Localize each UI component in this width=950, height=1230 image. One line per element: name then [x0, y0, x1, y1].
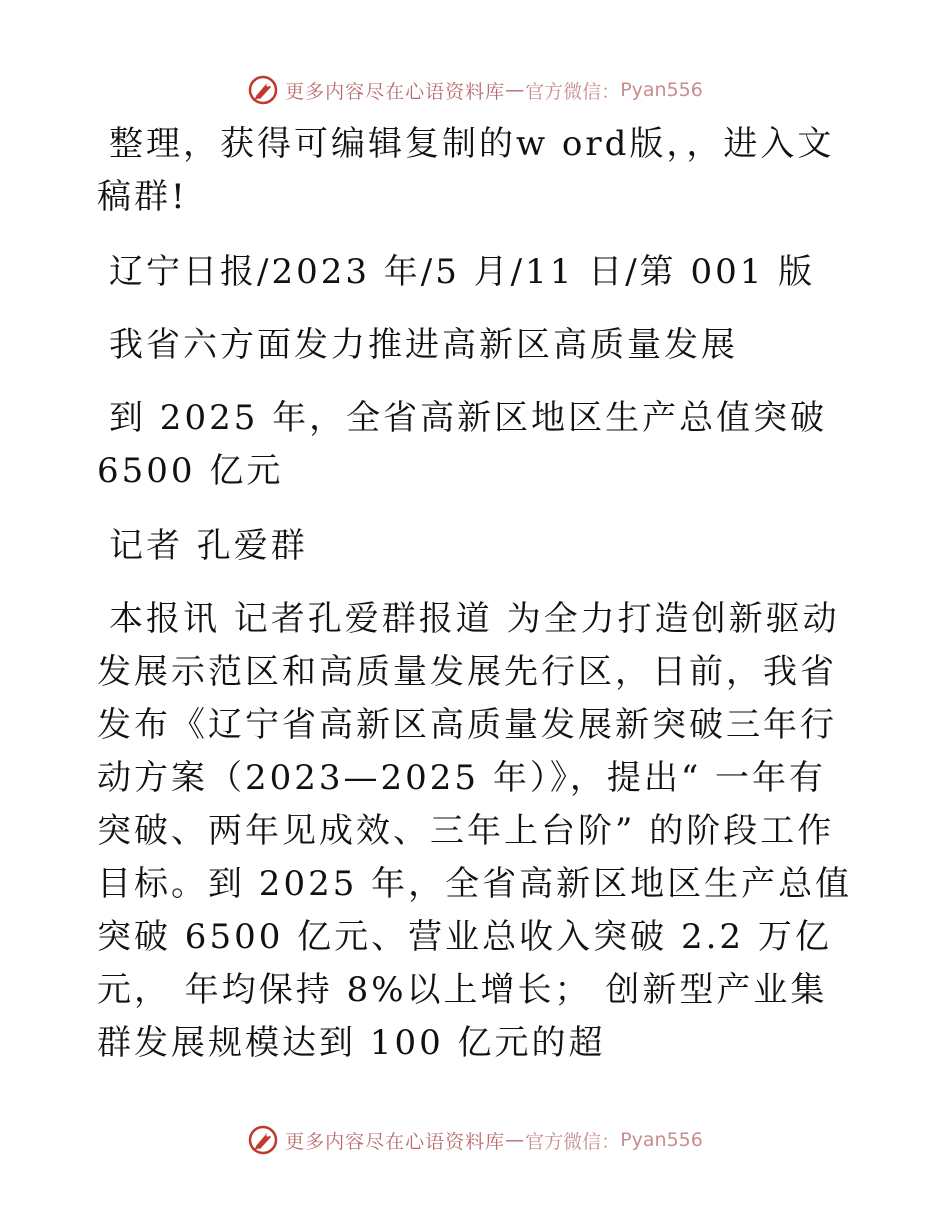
paragraph-intro: 整理，获得可编辑复制的w ord版，，进入文稿群!	[97, 124, 835, 217]
footer-banner	[0, 1120, 950, 1160]
banner-wechat-label: 官方微信：	[525, 1130, 621, 1153]
pen-logo-icon	[247, 1124, 279, 1156]
header-banner	[0, 70, 950, 110]
pen-logo-icon	[247, 74, 279, 106]
banner-wechat-id: Pyan556	[620, 79, 703, 101]
paragraph-byline: 记者 孔爱群	[109, 526, 308, 566]
banner-separator: —	[505, 79, 526, 101]
document-body	[97, 118, 857, 1092]
paragraph-subheadline: 到 2025 年，全省高新区地区生产总值突破 6500 亿元	[97, 398, 828, 491]
paragraph-headline: 我省六方面发力推进高新区高质量发展	[109, 325, 738, 365]
banner-site-text: 更多内容尽在心语资料库	[285, 1130, 506, 1153]
banner-wechat-id: Pyan556	[620, 1129, 703, 1151]
banner-wechat-label: 官方微信：	[525, 80, 621, 103]
paragraph-source: 辽宁日报/2023 年/5 月/11 日/第 001 版	[109, 252, 816, 292]
paragraph-body: 本报讯 记者孔爱群报道 为全力打造创新驱动发展示范区和高质量发展先行区，日前，我省发布《辽宁省高新区高质量发展新突破三年行动方案（2023—2025 年）》，提出“ 一年有突破、两年见成效、三年上台阶” 的阶段工作目标。到 2025 年，全省高新区地区生产总值突破 6500 亿元、营业总收入突破 2.2 万亿元， 年均保持 8%以上增长； 创新型产业集群发展规模达到 100 亿元的超	[97, 599, 853, 1063]
banner-site-text: 更多内容尽在心语资料库	[285, 80, 506, 103]
banner-separator: —	[505, 1129, 526, 1151]
